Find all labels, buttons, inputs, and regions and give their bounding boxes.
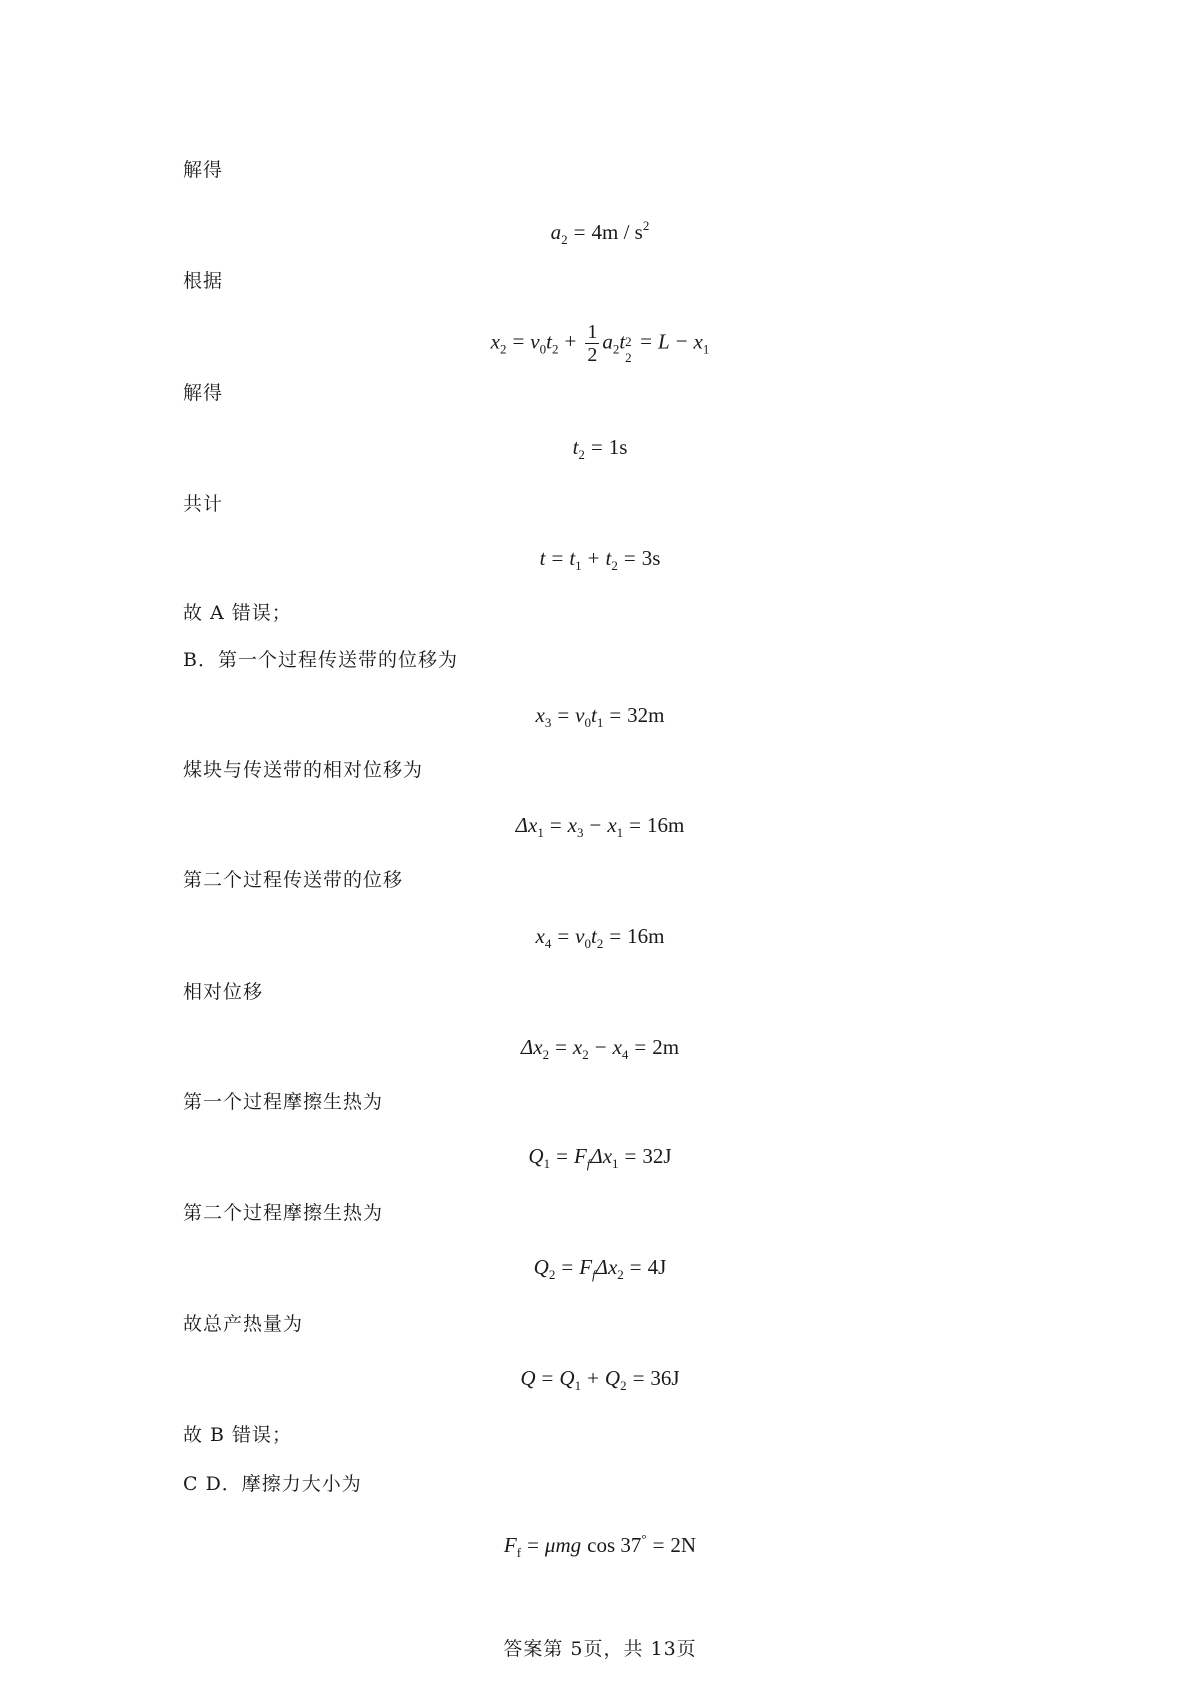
fraction: [585, 321, 599, 366]
eq-var: L: [658, 329, 670, 354]
eq-var: F: [579, 1255, 593, 1279]
eq-var: a: [602, 329, 613, 354]
eq-sub: 1: [574, 1378, 582, 1393]
eq-var: Q: [520, 1366, 536, 1390]
text-line: 第二个过程传送带的位移: [183, 869, 404, 891]
eq-var: Q: [533, 1255, 549, 1279]
text-line: 第二个过程摩擦生热为: [183, 1202, 384, 1224]
eq-var: a: [550, 220, 562, 244]
eq-var: Δx: [595, 1255, 618, 1279]
eq-sub: 2: [499, 341, 507, 357]
eq-var: x: [535, 924, 545, 948]
eq-var: μmg: [544, 1533, 582, 1557]
equation-dx1: $\Delta x_1 = x_3 - x_1 = 16m$: [515, 813, 685, 840]
eq-rhs: 2N: [670, 1533, 697, 1557]
eq-sub: 1: [702, 341, 710, 357]
equation-t2: $t_2 = 1s$: [572, 435, 628, 462]
eq-sub: 0: [584, 936, 591, 951]
fraction-numerator: 1: [587, 321, 598, 343]
eq-sub: 1: [612, 1156, 619, 1171]
eq-rhs: 16m: [627, 924, 665, 948]
equation-x2: $x_2 = v_0t_2$ + $\frac{1}{2}$ $a_2t$ 2 2 = $L - x_1$: [0, 321, 1200, 366]
eq-var: t: [572, 435, 579, 459]
eq-sub: 2: [625, 349, 632, 365]
eq-rhs: 3s: [641, 546, 661, 570]
equation-q1: $Q_1 = F_f\Delta x_1 = 32J$: [528, 1144, 672, 1171]
eq-var: Δx: [515, 813, 538, 837]
eq-sub: 2: [548, 1267, 556, 1282]
eq-sup: 2: [625, 333, 632, 349]
eq-degree: °: [641, 1531, 647, 1546]
eq-var: x: [535, 703, 545, 727]
text-line: C D．摩擦力大小为: [183, 1473, 362, 1495]
eq-var: t: [569, 546, 576, 570]
eq-rhs: 2m: [652, 1035, 680, 1059]
equation-q2: $Q_2 = F_f\Delta x_2 = 4J$: [533, 1255, 667, 1282]
eq-var: Δx: [590, 1144, 613, 1168]
eq-var: F: [503, 1533, 517, 1557]
eq-var: t: [590, 924, 597, 948]
text-line: B．第一个过程传送带的位移为: [183, 649, 458, 671]
eq-rhs: 32J: [642, 1144, 672, 1168]
eq-rhs: 16m: [647, 813, 685, 837]
eq-sub: 1: [575, 558, 582, 573]
eq-var: v: [575, 924, 585, 948]
eq-sub: 2: [596, 936, 604, 951]
eq-sub: 1: [543, 1156, 551, 1171]
eq-sub: 2: [611, 558, 618, 573]
eq-var: x: [607, 813, 617, 837]
eq-var: x: [572, 1035, 583, 1059]
text-line: 故 B 错误；: [183, 1424, 293, 1446]
eq-var: Q: [604, 1366, 621, 1390]
eq-sub: 1: [616, 825, 624, 840]
equation-ff: $F_f = \mu mg$ cos 37° = 2N: [503, 1531, 697, 1560]
eq-sub: 2: [620, 1378, 627, 1393]
eq-var: Q: [528, 1144, 544, 1168]
eq-sub: 4: [621, 1047, 629, 1062]
eq-sub: 2: [542, 1047, 550, 1062]
eq-rhs: 1s: [608, 435, 628, 459]
eq-rhs: 4J: [647, 1255, 667, 1279]
eq-var: t: [605, 546, 612, 570]
eq-var: x: [693, 329, 703, 354]
equation-a2: $a_2 = 4m / s^2$: [550, 218, 650, 247]
eq-supsub: [625, 333, 634, 365]
eq-var: t: [539, 546, 546, 570]
eq-sub: 2: [612, 341, 620, 357]
text-line: 根据: [183, 270, 224, 292]
eq-sub: 2: [561, 232, 568, 247]
text-line: 故总产热量为: [183, 1313, 304, 1335]
eq-var: Q: [559, 1366, 575, 1390]
eq-sub: 1: [596, 715, 604, 730]
eq-sub: 1: [537, 825, 544, 840]
eq-sub: f: [592, 1267, 596, 1282]
equation-x4: $x_4 = v_0t_2 = 16m$: [535, 924, 665, 951]
eq-var: Δx: [520, 1035, 543, 1059]
eq-var: v: [575, 703, 585, 727]
eq-rhs: 4m / s: [591, 220, 643, 244]
fraction-denominator: 2: [587, 344, 598, 366]
eq-var: x: [490, 329, 500, 354]
eq-sub: 2: [578, 447, 585, 462]
equation-q: $Q = Q_1 + Q_2 = 36J$: [520, 1366, 680, 1393]
equation-t: $t = t_1 + t_2 = 3s$: [539, 546, 661, 573]
text-line: 煤块与传送带的相对位移为: [183, 759, 424, 781]
eq-sub: 2: [582, 1047, 589, 1062]
text-line: 第一个过程摩擦生热为: [183, 1091, 384, 1113]
eq-sub: 2: [551, 341, 559, 357]
eq-var: t: [619, 329, 626, 354]
eq-rhs: 36J: [650, 1366, 680, 1390]
eq-sub: 0: [539, 341, 547, 357]
eq-var: t: [590, 703, 597, 727]
eq-var: v: [530, 329, 540, 354]
eq-sub: 3: [544, 715, 552, 730]
eq-var: F: [573, 1144, 587, 1168]
eq-var: t: [546, 329, 552, 354]
eq-var: x: [567, 813, 577, 837]
text-line: 解得: [183, 159, 224, 181]
text-line: 相对位移: [183, 981, 264, 1003]
text-line: 共计: [183, 493, 224, 515]
equation-x3: $x_3 = v_0t_1 = 32m$: [535, 703, 665, 730]
eq-sub: 0: [584, 715, 591, 730]
text-line: 解得: [183, 382, 224, 404]
eq-sub: 4: [544, 936, 552, 951]
eq-sub: 3: [576, 825, 584, 840]
eq-var: x: [612, 1035, 622, 1059]
eq-sub: 2: [617, 1267, 624, 1282]
eq-sub: f: [516, 1545, 522, 1560]
eq-rhs: 32m: [627, 703, 665, 727]
text-line: 故 A 错误；: [183, 602, 292, 624]
eq-sup: 2: [642, 218, 650, 233]
equation-dx2: $\Delta x_2 = x_2 - x_4 = 2m$: [520, 1035, 680, 1062]
eq-cos: cos 37: [587, 1533, 642, 1557]
eq-sub: f: [586, 1156, 591, 1171]
page-footer: 答案第 5页，共 13页: [503, 1638, 697, 1660]
